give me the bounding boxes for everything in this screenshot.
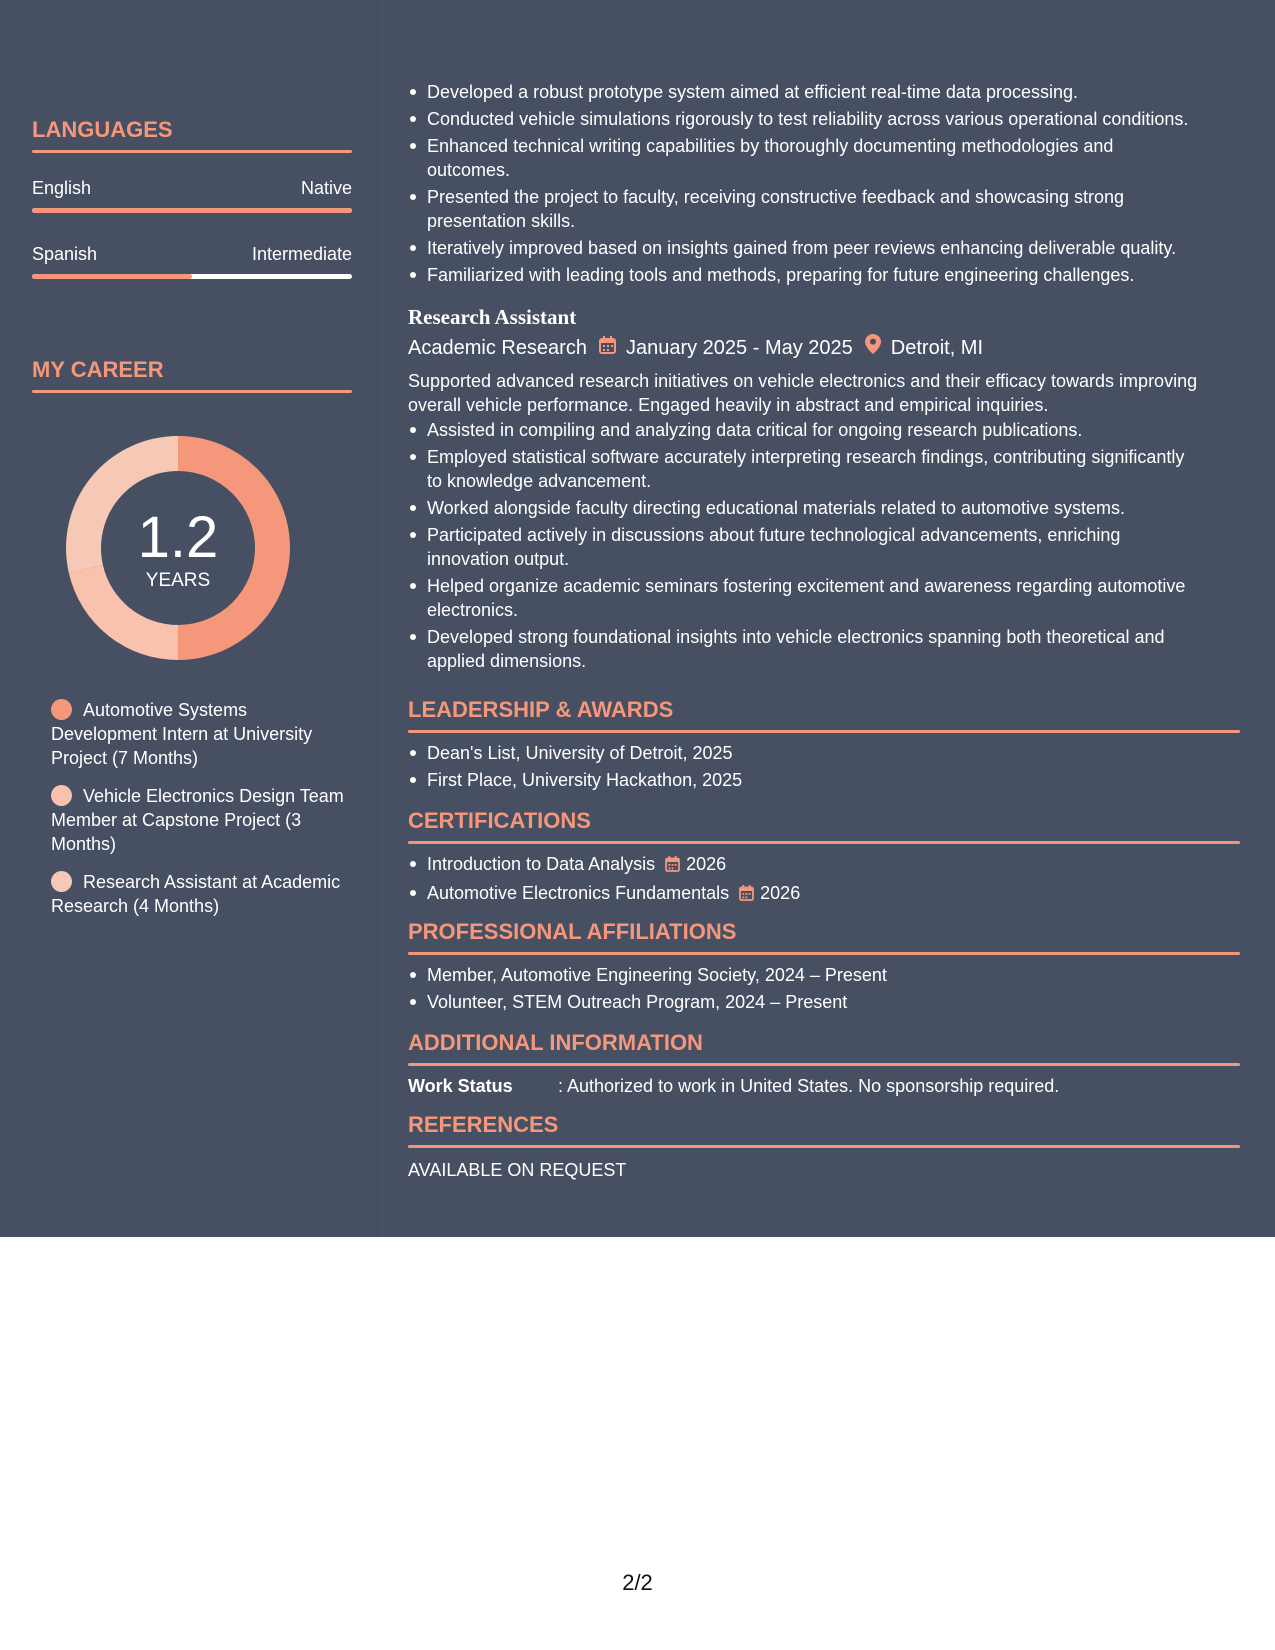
award-item: Dean's List, University of Detroit, 2025 xyxy=(408,741,1240,765)
leadership-rule xyxy=(408,730,1240,733)
career-heading: MY CAREER xyxy=(32,357,164,382)
affiliation-item: Volunteer, STEM Outreach Program, 2024 – Present xyxy=(408,990,1240,1014)
references-section xyxy=(408,1111,1240,1182)
calendar-icon xyxy=(599,335,616,361)
job-title: Research Assistant xyxy=(408,305,577,329)
bullet-item: Developed strong foundational insights into vehicle electronics spanning both theoretical and applied dimensions. xyxy=(408,625,1240,673)
certifications-section xyxy=(408,807,1240,907)
additional-info-section xyxy=(408,1029,1240,1100)
leadership-section xyxy=(408,696,1240,792)
location-pin-icon xyxy=(865,334,881,361)
previous-job-bullets xyxy=(408,80,1240,287)
language-level: Intermediate xyxy=(251,244,352,264)
languages-section xyxy=(32,116,352,279)
career-legend-item xyxy=(51,698,351,770)
language-proficiency-fill xyxy=(32,208,352,213)
legend-label: Research Assistant at Academic Research (4 Months) xyxy=(51,872,341,916)
affiliations-rule xyxy=(408,952,1240,955)
job-location: Detroit, MI xyxy=(890,336,984,359)
bullet-item: Iteratively improved based on insights gained from peer reviews enhancing deliverable quality. xyxy=(408,236,1240,260)
certification-item xyxy=(408,881,1240,907)
award-item: First Place, University Hackathon, 2025 xyxy=(408,768,1240,792)
certification-item xyxy=(408,852,1240,878)
legend-label: Automotive Systems Development Intern at University Project (7 Months) xyxy=(51,700,313,768)
languages-rule xyxy=(32,150,352,153)
calendar-icon xyxy=(739,883,754,907)
language-proficiency-bar xyxy=(32,208,352,213)
bullet-item: Enhanced technical writing capabilities by thoroughly documenting methodologies and outcomes. xyxy=(408,134,1240,182)
additional-info-heading: ADDITIONAL INFORMATION xyxy=(408,1030,703,1055)
affiliations-heading: PROFESSIONAL AFFILIATIONS xyxy=(408,919,737,944)
career-legend-item xyxy=(51,784,351,856)
bullet-item: Conducted vehicle simulations rigorously to test reliability across various operational conditions. xyxy=(408,107,1240,131)
legend-label: Vehicle Electronics Design Team Member at Capstone Project (3 Months) xyxy=(51,786,344,854)
work-status-text: : Authorized to work in United States. No sponsorship required. xyxy=(558,1076,1060,1096)
bullet-item: Worked alongside faculty directing educational materials related to automotive systems. xyxy=(408,496,1240,520)
career-legend-item xyxy=(51,870,351,918)
certification-name: Introduction to Data Analysis xyxy=(427,854,656,874)
job-organization: Academic Research xyxy=(408,336,587,359)
language-proficiency-fill xyxy=(32,274,192,279)
language-name: English xyxy=(32,178,92,198)
legend-dot xyxy=(51,785,72,806)
references-heading: REFERENCES xyxy=(408,1112,559,1137)
page-number: 2/2 xyxy=(622,1570,653,1595)
certification-name: Automotive Electronics Fundamentals xyxy=(427,883,730,903)
career-rule xyxy=(32,390,352,393)
additional-info-rule xyxy=(408,1063,1240,1066)
career-section xyxy=(32,356,352,393)
language-item-english xyxy=(32,177,352,213)
work-status-row xyxy=(408,1074,1240,1100)
job-meta xyxy=(408,334,1240,361)
column-divider xyxy=(382,0,383,1237)
certification-year: 2026 xyxy=(760,883,801,903)
legend-dot xyxy=(51,699,72,720)
career-donut-chart xyxy=(66,436,290,660)
legend-dot xyxy=(51,871,72,892)
language-item-spanish xyxy=(32,243,352,279)
leadership-heading: LEADERSHIP & AWARDS xyxy=(408,697,674,722)
bullet-item: Assisted in compiling and analyzing data critical for ongoing research publications. xyxy=(408,418,1240,442)
languages-heading: LANGUAGES xyxy=(32,117,173,142)
affiliations-section xyxy=(408,918,1240,1014)
job-summary: Supported advanced research initiatives on vehicle electronics and their efficacy towards improving overall vehicle performance. Engaged heavily in abstract and empirical inquiries. xyxy=(408,371,1198,415)
bullet-item: Presented the project to faculty, receiving constructive feedback and showcasing strong presentation skills. xyxy=(408,185,1240,233)
certifications-rule xyxy=(408,841,1240,844)
language-name: Spanish xyxy=(32,244,98,264)
bullet-item: Developed a robust prototype system aimed at efficient real-time data processing. xyxy=(408,80,1240,104)
career-total-unit: YEARS xyxy=(145,570,211,591)
bullet-item: Employed statistical software accurately interpreting research findings, contributing significantly to knowledge advancement. xyxy=(408,445,1240,493)
language-level: Native xyxy=(300,178,352,198)
research-job xyxy=(408,304,1240,673)
bullet-item: Familiarized with leading tools and methods, preparing for future engineering challenges. xyxy=(408,263,1240,287)
language-proficiency-bar xyxy=(32,274,352,279)
certification-year: 2026 xyxy=(686,854,727,874)
certifications-heading: CERTIFICATIONS xyxy=(408,808,591,833)
bullet-item: Helped organize academic seminars fostering excitement and awareness regarding automotive electronics. xyxy=(408,574,1240,622)
affiliation-item: Member, Automotive Engineering Society, 2024 – Present xyxy=(408,963,1240,987)
work-status-label: Work Status xyxy=(408,1076,513,1096)
calendar-icon xyxy=(665,854,680,878)
job-bullets xyxy=(408,418,1240,673)
job-dates: January 2025 - May 2025 xyxy=(625,336,853,359)
career-total-value: 1.2 xyxy=(137,505,219,570)
bullet-item: Participated actively in discussions about future technological advancements, enriching innovation output. xyxy=(408,523,1240,571)
references-text: AVAILABLE ON REQUEST xyxy=(408,1160,627,1180)
references-rule xyxy=(408,1145,1240,1148)
